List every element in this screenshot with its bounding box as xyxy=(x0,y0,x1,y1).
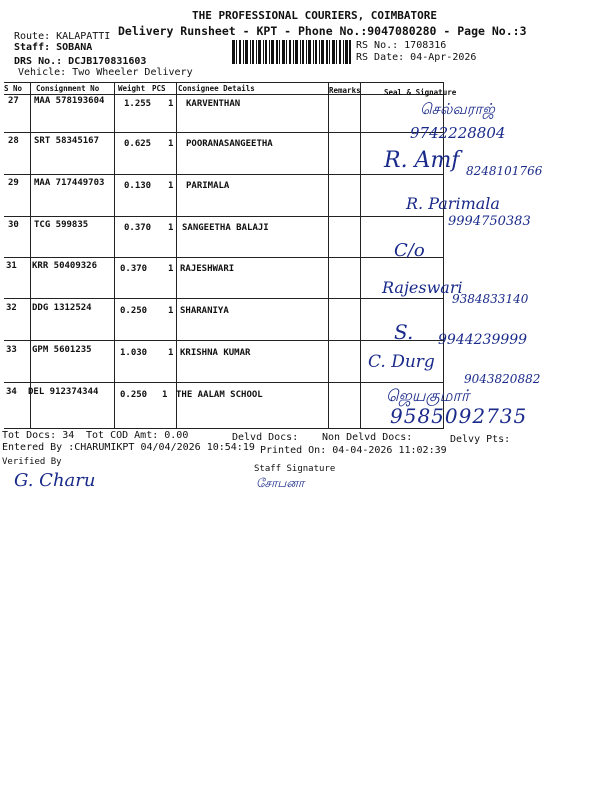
delivery-points: Delvy Pts: xyxy=(450,434,511,445)
verifier-signature: G. Charu xyxy=(14,470,96,491)
signature-phone: 9944239999 xyxy=(438,332,528,348)
col-header-pcs: PCS xyxy=(152,84,166,93)
vehicle-label: Vehicle: Two Wheeler Delivery xyxy=(18,67,193,78)
col-divider xyxy=(30,82,31,428)
staff-signature-label: Staff Signature xyxy=(254,464,336,474)
row-sno: 31 xyxy=(6,261,17,271)
verified-by-label: Verified By xyxy=(2,457,62,467)
signature-name: S. xyxy=(394,320,414,344)
col-header-seal: Seal & Signature xyxy=(384,88,457,97)
staff-label: Staff: SOBANA xyxy=(14,42,93,53)
col-header-remarks: Remarks xyxy=(329,86,361,95)
barcode xyxy=(232,40,352,64)
row-divider xyxy=(4,174,444,175)
row-pcs: 1 xyxy=(168,99,174,109)
row-pcs: 1 xyxy=(168,139,174,149)
signature-phone: 9994750383 xyxy=(448,214,531,229)
row-weight: 0.250 xyxy=(120,390,148,400)
col-header-sno: S No xyxy=(4,84,23,93)
col-divider xyxy=(360,82,361,428)
signature-name: C. Durg xyxy=(368,352,435,372)
signature-name: R. Parimala xyxy=(406,194,500,213)
row-divider xyxy=(4,132,444,133)
row-consignee: RAJESHWARI xyxy=(180,264,235,274)
signature-name: Rajeswari xyxy=(382,278,463,297)
row-consignment: DEL 912374344 xyxy=(28,387,99,397)
row-divider xyxy=(4,382,444,383)
row-consignment: SRT 58345167 xyxy=(34,136,100,146)
row-weight: 1.255 xyxy=(124,99,152,109)
row-weight: 0.625 xyxy=(124,139,152,149)
company-title: THE PROFESSIONAL COURIERS, COIMBATORE xyxy=(192,9,438,22)
signature-phone: 9585092735 xyxy=(390,404,528,428)
row-pcs: 1 xyxy=(168,223,174,233)
entered-by: Entered By :CHARUMIKPT 04/04/2026 10:54:19 xyxy=(2,442,255,453)
staff-signature: சோபனா xyxy=(256,476,305,490)
row-weight: 0.370 xyxy=(124,223,152,233)
row-divider xyxy=(4,340,444,341)
row-sno: 30 xyxy=(8,220,19,230)
signature-phone: 9742228804 xyxy=(410,124,506,142)
row-sno: 33 xyxy=(6,345,17,355)
row-weight: 0.250 xyxy=(120,306,148,316)
delivered-docs: Delvd Docs: xyxy=(232,432,299,443)
row-weight: 1.030 xyxy=(120,348,148,358)
col-header-consignee: Consignee Details xyxy=(178,84,255,93)
total-docs: Tot Docs: 34 xyxy=(2,430,75,441)
table-bottom-border xyxy=(4,428,444,429)
row-sno: 27 xyxy=(8,96,19,106)
signature-name: R. Amf xyxy=(384,148,460,173)
row-consignee: KRISHNA KUMAR xyxy=(180,348,251,358)
row-consignment: TCG 599835 xyxy=(34,220,89,230)
row-consignment: GPM 5601235 xyxy=(32,345,92,355)
col-divider xyxy=(176,82,177,428)
table-top-border xyxy=(4,82,444,83)
row-weight: 0.130 xyxy=(124,181,152,191)
route-label: Route: KALAPATTI xyxy=(14,31,111,42)
runsheet-subtitle: Delivery Runsheet - KPT - Phone No.:9047080280 - Page No.:3 xyxy=(118,24,527,38)
signature-phone: 9384833140 xyxy=(452,292,529,306)
row-divider xyxy=(4,257,444,258)
row-consignee: SHARANIYA xyxy=(180,306,229,316)
non-delivered-docs: Non Delvd Docs: xyxy=(322,432,413,443)
col-header-consignment: Consignment No xyxy=(36,84,100,93)
row-sno: 32 xyxy=(6,303,17,313)
row-sno: 34 xyxy=(6,387,17,397)
row-consignment: MAA 578193604 xyxy=(34,96,105,106)
row-consignment: MAA 717449703 xyxy=(34,178,105,188)
signature-name: ஜெயகுமார் xyxy=(386,386,470,405)
row-weight: 0.370 xyxy=(120,264,148,274)
row-divider xyxy=(4,216,444,217)
row-pcs: 1 xyxy=(168,348,174,358)
row-consignee: PARIMALA xyxy=(186,181,230,191)
row-consignee: SANGEETHA BALAJI xyxy=(182,223,269,233)
signature-name: C/o xyxy=(394,240,425,261)
table-header-border xyxy=(4,94,444,95)
rs-number: RS No.: 1708316 xyxy=(356,40,447,51)
col-header-weight: Weight xyxy=(118,84,146,93)
row-consignment: KRR 50409326 xyxy=(32,261,98,271)
row-divider xyxy=(4,298,444,299)
row-sno: 28 xyxy=(8,136,19,146)
row-pcs: 1 xyxy=(168,181,174,191)
row-consignment: DDG 1312524 xyxy=(32,303,92,313)
printed-on: Printed On: 04-04-2026 11:02:39 xyxy=(260,445,447,456)
signature-phone: 8248101766 xyxy=(466,164,543,178)
rs-date: RS Date: 04-Apr-2026 xyxy=(356,52,477,63)
row-consignee: KARVENTHAN xyxy=(186,99,241,109)
row-sno: 29 xyxy=(8,178,19,188)
signature-phone: 9043820882 xyxy=(464,372,541,386)
col-divider xyxy=(328,82,329,428)
row-pcs: 1 xyxy=(168,306,174,316)
row-consignee: THE AALAM SCHOOL xyxy=(176,390,263,400)
drs-number: DRS No.: DCJB170831603 xyxy=(14,56,147,67)
row-consignee: POORANASANGEETHA xyxy=(186,139,273,149)
row-pcs: 1 xyxy=(168,264,174,274)
row-pcs: 1 xyxy=(162,390,168,400)
total-cod: Tot COD Amt: 0.00 xyxy=(86,430,189,441)
col-divider xyxy=(114,82,115,428)
signature-name: செல்வராஜ் xyxy=(420,100,495,118)
